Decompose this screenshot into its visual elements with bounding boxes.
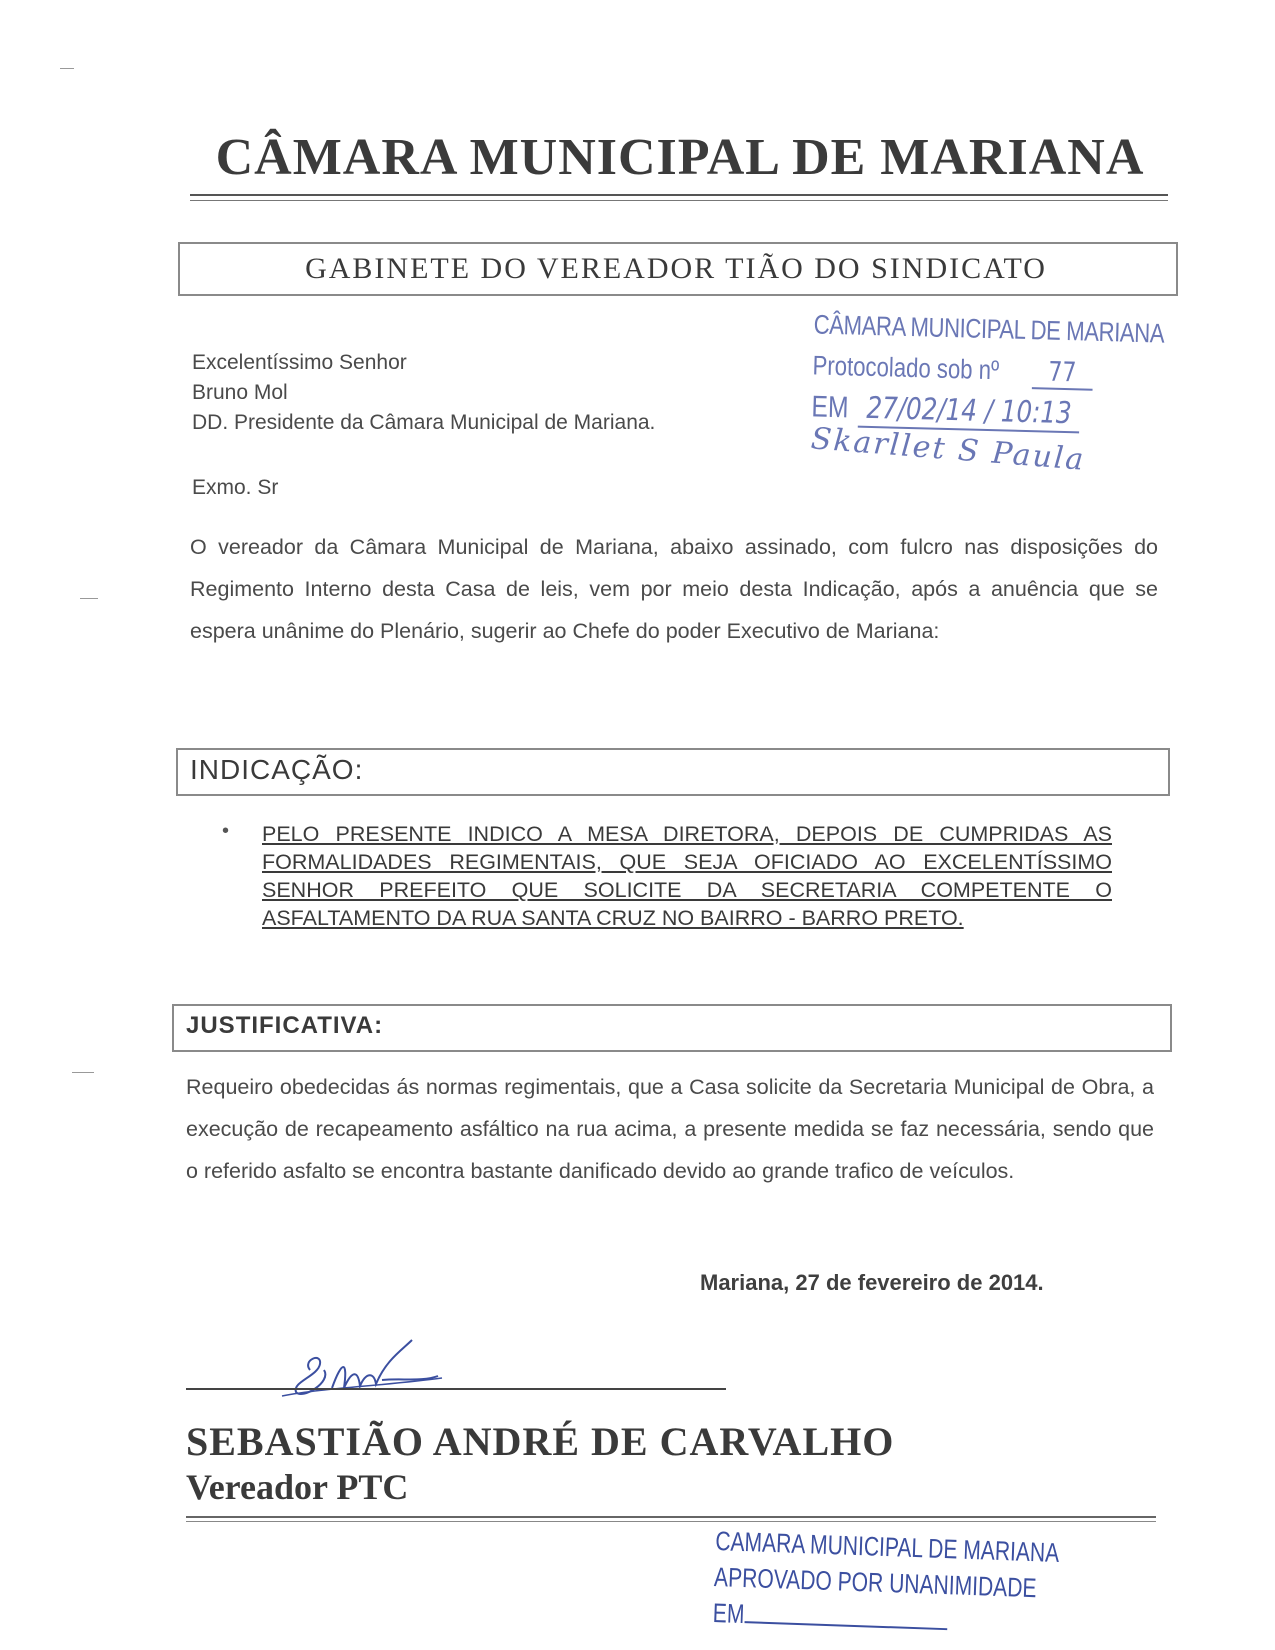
addressee-line-3: DD. Presidente da Câmara Municipal de Mariana. xyxy=(192,411,656,434)
addressee-line-2: Bruno Mol xyxy=(192,381,288,404)
protocol-stamp-label xyxy=(812,350,1100,391)
approval-em-label: EM xyxy=(712,1598,745,1630)
gabinete-title: GABINETE DO VEREADOR TIÃO DO SINDICATO xyxy=(305,252,1047,285)
scan-speck xyxy=(72,1072,94,1073)
signature-line xyxy=(186,1388,726,1390)
salutation: Exmo. Sr xyxy=(192,476,279,499)
approval-date-blank xyxy=(744,1621,947,1630)
protocol-number: 77 xyxy=(1031,356,1093,391)
document-date: Mariana, 27 de fevereiro de 2014. xyxy=(700,1270,1044,1295)
title-rule xyxy=(190,194,1168,201)
addressee-line-1: Excelentíssimo Senhor xyxy=(192,351,407,374)
scan-speck xyxy=(80,598,98,599)
approval-stamp xyxy=(712,1523,1116,1645)
signatory-role: Vereador PTC xyxy=(186,1467,409,1507)
scan-speck xyxy=(60,68,74,69)
approval-stamp-header: CAMARA MUNICIPAL DE MARIANA xyxy=(714,1526,1060,1569)
intro-paragraph: O vereador da Câmara Municipal de Mariana, abaixo assinado, com fulcro nas disposições do Regimento Interno desta Casa de leis, vem por meio desta Indicação, após a anuência que se espera unânime do Plenário, sugerir ao Chefe do poder Executivo de Mariana: xyxy=(190,535,1158,643)
protocol-stamp-signature: Skarllet S Paula xyxy=(809,421,1087,478)
signatory-name: SEBASTIÃO ANDRÉ DE CARVALHO xyxy=(186,1419,895,1464)
justificativa-paragraph: Requeiro obedecidas ás normas regimentais, que a Casa solicite da Secretaria Municipal de Obra, a execução de recapeamento asfáltico na rua acima, a presente medida se faz necessária, sendo que o referido asfalto se encontra bastante danificado devido ao grande trafico de veículos. xyxy=(186,1075,1154,1183)
justificativa-label: JUSTIFICATIVA: xyxy=(186,1012,384,1039)
approval-stamp-status: APROVADO POR UNANIMIDADE xyxy=(713,1562,1038,1604)
protocol-em-label: EM xyxy=(811,390,849,425)
protocol-stamp xyxy=(809,309,1165,478)
footer-rule xyxy=(186,1516,1156,1522)
protocol-label: Protocolado sob nº xyxy=(812,350,1000,386)
indicacao-text: PELO PRESENTE INDICO A MESA DIRETORA, DEPOIS DE CUMPRIDAS AS FORMALIDADES REGIMENTAIS, QUE SEJA OFICIADO AO EXCELENTÍSSIMO SENHOR PREFEITO QUE SOLICITE DA SECRETARIA COMPETENTE O ASFALTAMENTO DA RUA SANTA CRUZ NO BAIRRO - BARRO PRETO. xyxy=(262,822,1112,930)
bullet-icon: • xyxy=(222,820,230,842)
indicacao-label: INDICAÇÃO: xyxy=(190,754,364,785)
protocol-date-time: 27/02/14 / 10:13 xyxy=(858,391,1081,434)
addressee-block xyxy=(192,348,655,438)
protocol-stamp-header: CÂMARA MUNICIPAL DE MARIANA xyxy=(813,309,1165,349)
handwritten-signature xyxy=(262,1330,482,1410)
document-title: CÂMARA MUNICIPAL DE MARIANA xyxy=(215,129,1145,186)
